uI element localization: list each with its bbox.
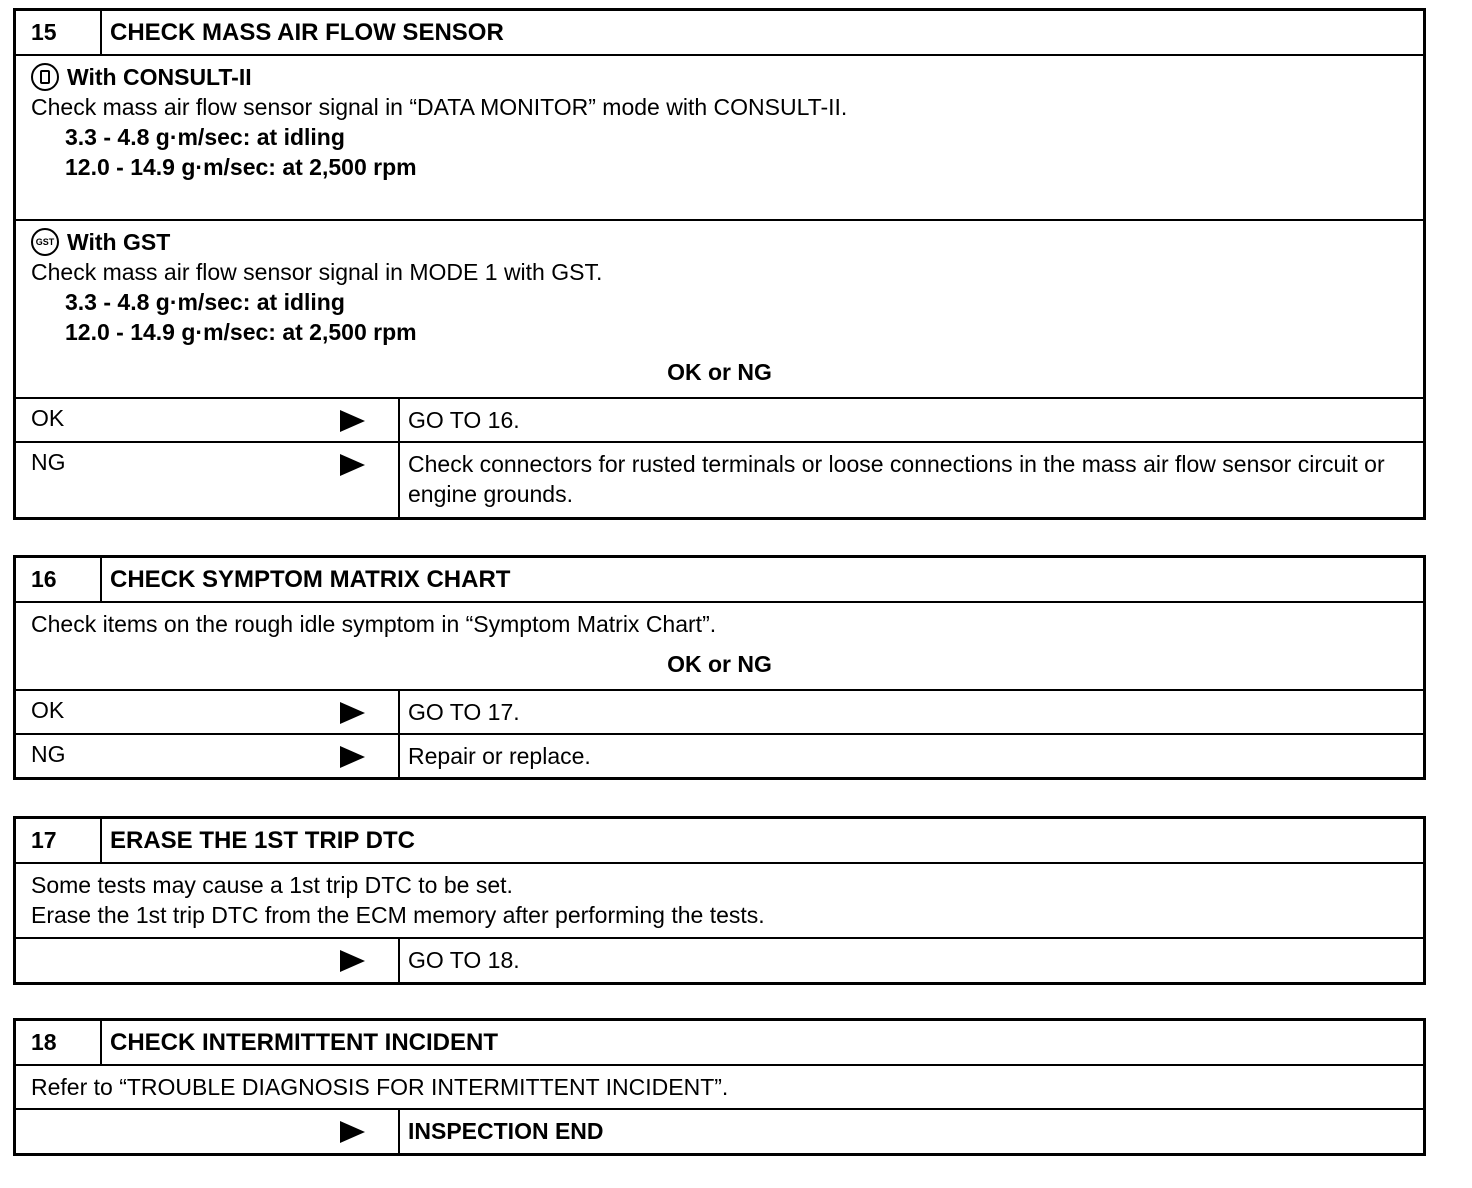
consult-instruction: Check mass air flow sensor signal in “DATA MONITOR” mode with CONSULT-II. xyxy=(31,94,848,120)
step-number: 18 xyxy=(16,1021,102,1064)
step-16-block xyxy=(13,555,1426,780)
result-label: NG xyxy=(16,735,400,777)
step-header xyxy=(16,11,1423,54)
step-instruction-section xyxy=(16,862,1423,937)
arrow-right-icon xyxy=(340,702,365,724)
gst-heading-row xyxy=(31,227,1408,257)
result-label: OK xyxy=(16,691,400,733)
gst-spec-2500: 12.0 - 14.9 g·m/sec: at 2,500 rpm xyxy=(65,319,417,345)
step-instruction-section xyxy=(16,601,1423,689)
step-number: 15 xyxy=(16,11,102,54)
step-number: 17 xyxy=(16,819,102,862)
arrow-right-icon xyxy=(340,950,365,972)
result-row-ok xyxy=(16,397,1423,441)
step-17-block xyxy=(13,816,1426,985)
step-instruction-line-2: Erase the 1st trip DTC from the ECM memory after performing the tests. xyxy=(31,902,765,928)
step-title: CHECK INTERMITTENT INCIDENT xyxy=(110,1028,498,1056)
step-header xyxy=(16,558,1423,601)
result-label: OK xyxy=(16,399,400,441)
consult-heading: With CONSULT-II xyxy=(67,64,252,90)
result-row xyxy=(16,1108,1423,1153)
result-action: Check connectors for rusted terminals or loose connections in the mass air flow sensor circuit or engine grounds. xyxy=(408,451,1385,507)
result-label: NG xyxy=(16,443,400,517)
result-label xyxy=(16,1110,400,1153)
step-title: CHECK MASS AIR FLOW SENSOR xyxy=(110,18,504,46)
gst-section xyxy=(16,219,1423,397)
consult-ii-icon xyxy=(31,63,59,91)
step-instruction: Refer to “TROUBLE DIAGNOSIS FOR INTERMITTENT INCIDENT”. xyxy=(31,1074,729,1100)
step-title: CHECK SYMPTOM MATRIX CHART xyxy=(110,565,511,593)
step-title: ERASE THE 1ST TRIP DTC xyxy=(110,826,415,854)
arrow-right-icon xyxy=(340,454,365,476)
step-18-block xyxy=(13,1018,1426,1156)
ok-or-ng-label: OK or NG xyxy=(667,359,772,385)
result-row-ng xyxy=(16,733,1423,777)
result-action: GO TO 16. xyxy=(408,407,520,433)
gst-icon: GST xyxy=(31,228,59,256)
step-instruction: Check items on the rough idle symptom in “Symptom Matrix Chart”. xyxy=(31,611,717,637)
arrow-right-icon xyxy=(340,746,365,768)
gst-heading: With GST xyxy=(67,229,171,255)
ok-or-ng-label: OK or NG xyxy=(667,651,772,677)
consult-spec-idle: 3.3 - 4.8 g·m/sec: at idling xyxy=(65,124,345,150)
step-header xyxy=(16,819,1423,862)
step-header xyxy=(16,1021,1423,1064)
result-label xyxy=(16,939,400,982)
result-action: INSPECTION END xyxy=(408,1118,604,1144)
consult-section xyxy=(16,54,1423,219)
gst-instruction: Check mass air flow sensor signal in MODE 1 with GST. xyxy=(31,259,603,285)
consult-spec-2500: 12.0 - 14.9 g·m/sec: at 2,500 rpm xyxy=(65,154,417,180)
consult-heading-row xyxy=(31,62,1408,92)
step-number: 16 xyxy=(16,558,102,601)
step-instruction-section xyxy=(16,1064,1423,1108)
step-instruction-line-1: Some tests may cause a 1st trip DTC to be set. xyxy=(31,872,513,898)
gst-spec-idle: 3.3 - 4.8 g·m/sec: at idling xyxy=(65,289,345,315)
result-row-ng xyxy=(16,441,1423,517)
arrow-right-icon xyxy=(340,1121,365,1143)
result-action: GO TO 18. xyxy=(408,947,520,973)
step-15-block xyxy=(13,8,1426,520)
arrow-right-icon xyxy=(340,410,365,432)
result-row xyxy=(16,937,1423,982)
result-action: GO TO 17. xyxy=(408,699,520,725)
result-row-ok xyxy=(16,689,1423,733)
result-action: Repair or replace. xyxy=(408,743,591,769)
